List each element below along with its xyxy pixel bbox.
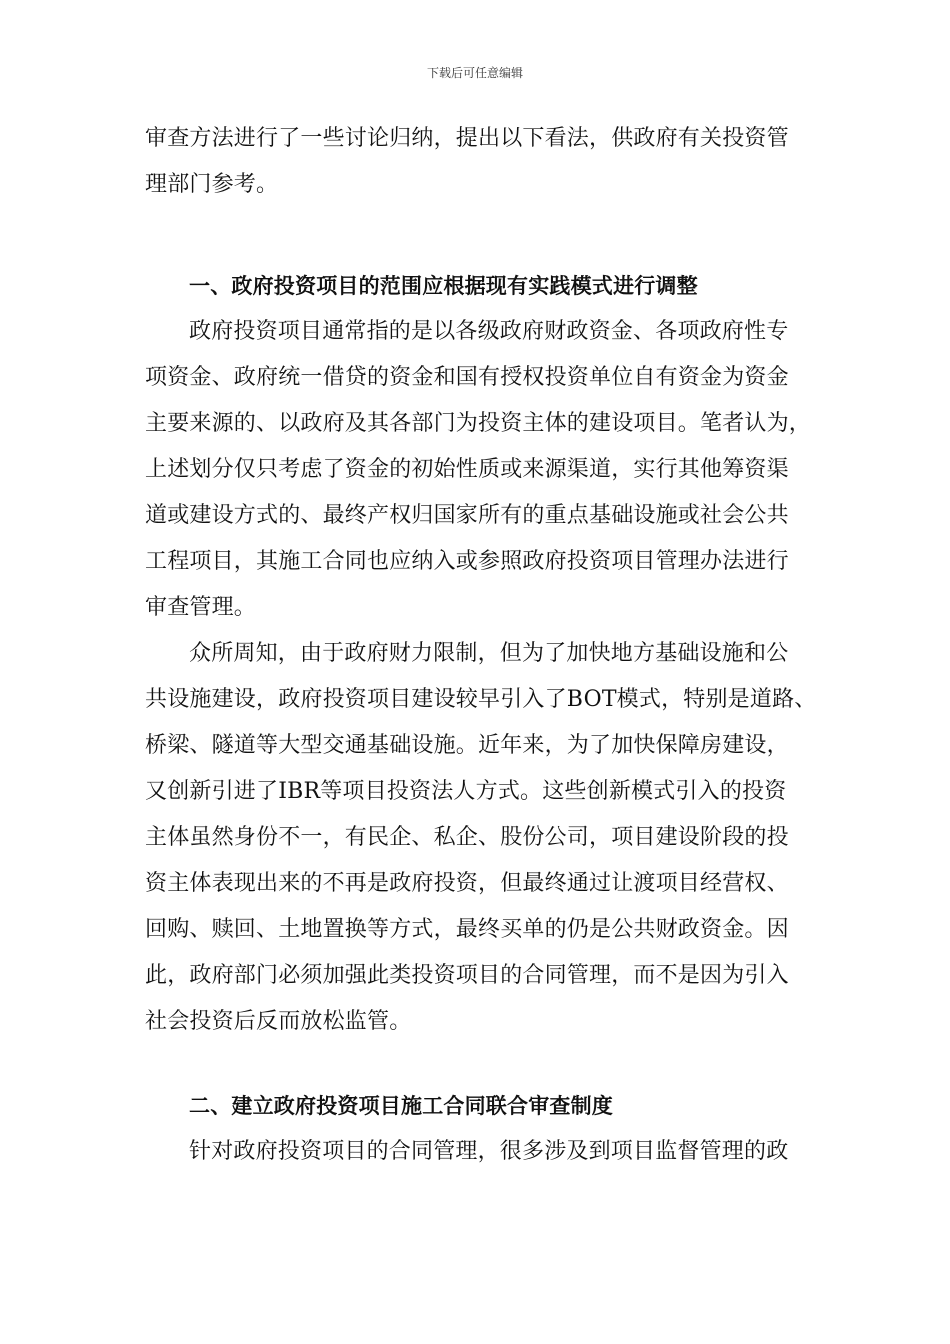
paragraph-line: 众所周知，由于政府财力限制，但为了加快地方基础设施和公 <box>189 641 789 666</box>
paragraph-line: 桥梁、隧道等大型交通基础设施。近年来，为了加快保障房建设， <box>145 733 789 758</box>
paragraph-line: 又创新引进了IBR等项目投资法人方式。这些创新模式引入的投资 <box>145 779 787 804</box>
paragraph-line: 项资金、政府统一借贷的资金和国有授权投资单位自有资金为资金 <box>145 365 789 390</box>
paragraph-line: 上述划分仅只考虑了资金的初始性质或来源渠道，实行其他筹资渠 <box>145 457 789 482</box>
paragraph-line: 此，政府部门必须加强此类投资项目的合同管理，而不是因为引入 <box>145 963 789 988</box>
paragraph-line: 主要来源的、以政府及其各部门为投资主体的建设项目。笔者认为， <box>145 411 812 436</box>
paragraph-line: 资主体表现出来的不再是政府投资，但最终通过让渡项目经营权、 <box>145 871 789 896</box>
page-header: 下载后可任意编辑 <box>426 66 523 80</box>
section-heading: 一、政府投资项目的范围应根据现有实践模式进行调整 <box>189 274 698 298</box>
paragraph-line: 道或建设方式的、最终产权归国家所有的重点基础设施或社会公共 <box>145 503 789 528</box>
paragraph-line: 针对政府投资项目的合同管理，很多涉及到项目监督管理的政 <box>189 1139 789 1164</box>
spacer <box>145 1045 805 1083</box>
spacer <box>145 208 805 263</box>
section-heading: 二、建立政府投资项目施工合同联合审查制度 <box>189 1094 613 1118</box>
document-body <box>145 116 817 1175</box>
paragraph-line: 主体虽然身份不一，有民企、私企、股份公司，项目建设阶段的投 <box>145 825 789 850</box>
paragraph-line: 审查管理。 <box>145 595 257 620</box>
paragraph-line: 回购、赎回、土地置换等方式，最终买单的仍是公共财政资金。因 <box>145 917 789 942</box>
paragraph-line: 政府投资项目通常指的是以各级政府财政资金、各项政府性专 <box>189 319 789 344</box>
paragraph-line: 工程项目，其施工合同也应纳入或参照政府投资项目管理办法进行 <box>145 549 789 574</box>
paragraph-line: 社会投资后反而放松监管。 <box>145 1009 412 1034</box>
intro-line: 审查方法进行了一些讨论归纳，提出以下看法，供政府有关投资管 <box>145 126 789 151</box>
paragraph-line: 共设施建设，政府投资项目建设较早引入了BOT模式，特别是道路、 <box>145 687 817 712</box>
intro-line: 理部门参考。 <box>145 172 279 197</box>
